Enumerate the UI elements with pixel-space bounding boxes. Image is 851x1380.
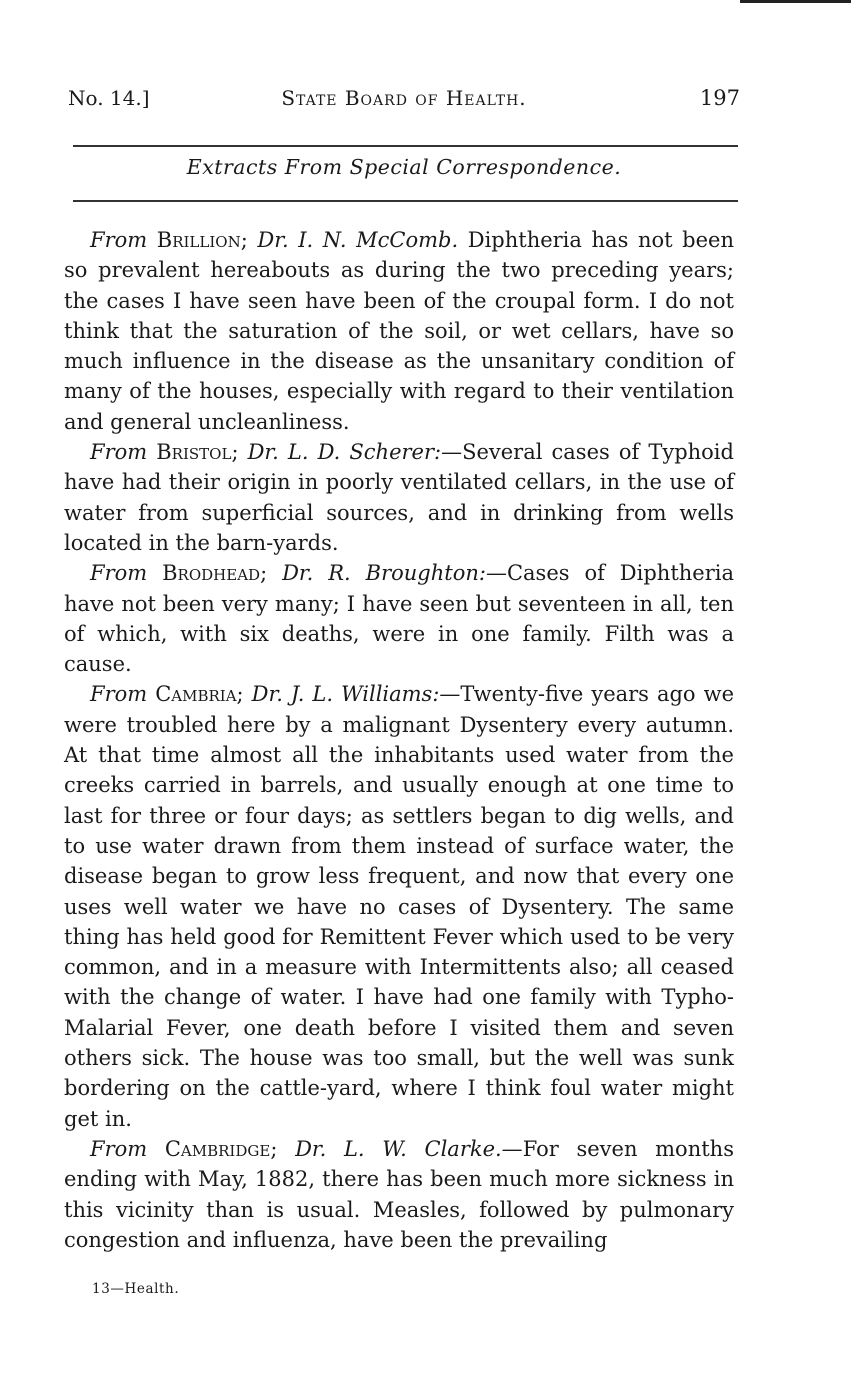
body-text bbox=[64, 225, 734, 1255]
from-label: From bbox=[90, 440, 148, 465]
signature-mark: 13—Health. bbox=[92, 1281, 180, 1297]
paragraph-bristol: From Bristol; Dr. L. D. Scherer:—Several cases of Typhoid have had their origin in poorly ventilated cellars, in the use of water from superficial sources, and in drinking from wells located in the barn-yards. bbox=[64, 440, 734, 555]
paragraph-text: Twenty-five years ago we were troubled here by a malignant Dysentery every autumn. At that time almost all the inhabitants used water from the creeks carried in barrels, and usually enough at one time to last for three or four days; as settlers began to dig wells, and to use water drawn from them instead of surface water, the disease began to grow less frequent, and now that every one uses well water we have no cases of Dysentery. The same thing has held good for Remittent Fever which used to be very common, and in a measure with Intermittents also; all ceased with the change of water. I have had one family with Typho-Malarial Fever, one death before I visited them and seven others sick. The house was too small, but the well was sunk bordering on the cattle-yard, where I think foul water might get in. bbox=[64, 682, 734, 1131]
place-name: Cambria bbox=[155, 682, 237, 707]
paragraph-text: Several cases of Typhoid have had their origin in poorly ventilated cellars, in the use of water from superficial sources, and in drinking from wells located in the barn-yards. bbox=[64, 440, 734, 555]
paragraph-text: Diphtheria has not been so prevalent hereabouts as during the two preceding years; the cases I have seen have been of the croupal form. I do not think that the saturation of the soil, or wet cellars, have so much influence in the disease as the unsanitary condition of many of the houses, especially with regard to their ventilation and general uncleanliness. bbox=[64, 228, 734, 434]
running-title: State Board of Health. bbox=[281, 86, 527, 110]
bottom-rule bbox=[73, 200, 738, 202]
from-label: From bbox=[90, 682, 148, 707]
doctor-name: Dr. L. W. Clarke.— bbox=[295, 1136, 523, 1161]
paragraph-text: Cases of Diphtheria have not been very many; I have seen but seventeen in all, ten of which, with six deaths, were in one family. Filth was a cause. bbox=[64, 561, 734, 677]
paragraph-brodhead: From Brodhead; Dr. R. Broughton:—Cases of Diphtheria have not been very many; I have seen but seventeen in all, ten of which, with six deaths, were in one family. Filth was a cause. bbox=[64, 561, 734, 677]
from-label: From bbox=[90, 228, 148, 252]
corner-scan-rule bbox=[740, 0, 851, 3]
doctor-name: Dr. L. D. Scherer:— bbox=[247, 440, 463, 465]
from-label: From bbox=[90, 561, 148, 586]
section-title: Extracts From Special Correspondence. bbox=[186, 155, 622, 179]
paragraph-cambria: From Cambria; Dr. J. L. Williams:—Twenty-five years ago we were troubled here by a malignant Dysentery every autumn. At that time almost all the inhabitants used water from the creeks carried in barrels, and usually enough at one time to last for three or four days; as settlers began to dig wells, and to use water drawn from them instead of surface water, the disease began to grow less frequent, and now that every one uses well water we have no cases of Dysentery. The same thing has held good for Remittent Fever which used to be very common, and in a measure with Intermittents also; all ceased with the change of water. I have had one family with Typho-Malarial Fever, one death before I visited them and seven others sick. The house was too small, but the well was sunk bordering on the cattle-yard, where I think foul water might get in. bbox=[64, 682, 734, 1131]
doctor-name: Dr. J. L. Williams:— bbox=[251, 682, 461, 707]
paragraph-brillion: From Brillion; Dr. I. N. McComb. Diphtheria has not been so prevalent hereabouts as during the two preceding years; the cases I have seen have been of the croupal form. I do not think that the saturation of the soil, or wet cellars, have so much influence in the disease as the unsanitary condition of many of the houses, especially with regard to their ventilation and general uncleanliness. bbox=[64, 228, 734, 434]
place-name: Bristol bbox=[156, 440, 232, 465]
page-number: 197 bbox=[699, 86, 740, 110]
doctor-name: Dr. R. Broughton:— bbox=[282, 561, 507, 586]
place-name: Brodhead bbox=[162, 561, 261, 586]
top-rule bbox=[73, 145, 738, 147]
paragraph-cambridge: From Cambridge; Dr. L. W. Clarke.—For seven months ending with May, 1882, there has been much more sickness in this vicinity than is usual. Measles, followed by pulmonary congestion and influenza, have been the prevailing bbox=[64, 1136, 734, 1252]
from-label: From bbox=[90, 1136, 148, 1161]
running-head bbox=[68, 86, 740, 120]
place-name: Brillion bbox=[156, 228, 241, 252]
place-name: Cambridge bbox=[164, 1136, 271, 1161]
doctor-name: Dr. I. N. McComb. bbox=[257, 228, 459, 252]
report-number: No. 14.] bbox=[68, 86, 150, 110]
paragraph-text: For seven months ending with May, 1882, there has been much more sickness in this vicinity than is usual. Measles, followed by pulmonary congestion and influenza, have been the prevailing bbox=[64, 1136, 734, 1252]
